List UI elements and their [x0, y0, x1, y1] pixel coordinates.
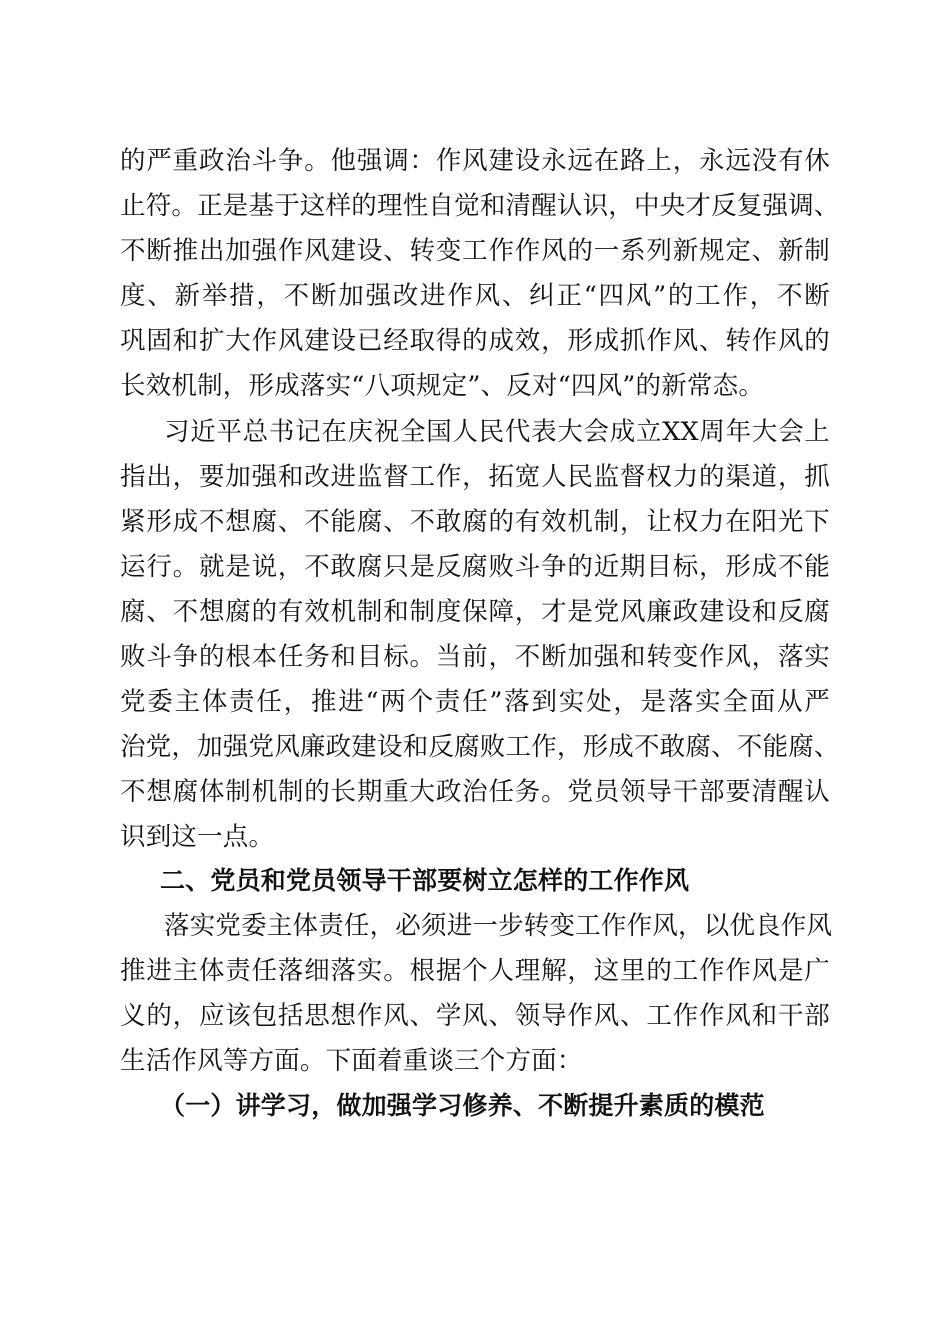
body-text-line: 长效机制，形成落实“八项规定”、反对“四风”的新常态。 [120, 371, 765, 401]
body-text-line: 败斗争的根本任务和目标。当前，不断加强和转变作风，落实 [120, 642, 830, 672]
body-text-line: 紧形成不想腐、不能腐、不敢腐的有效机制，让权力在阳光下 [120, 507, 830, 537]
body-text-line: 义的，应该包括思想作风、学风、领导作风、工作作风和干部 [120, 1001, 830, 1031]
section-heading: 二、党员和党员领导干部要树立怎样的工作作风 [160, 866, 690, 895]
body-text-line: 不想腐体制机制的长期重大政治任务。党员领导干部要清醒认 [120, 777, 830, 807]
body-text-line: 止符。正是基于这样的理性自觉和清醒认识，中央才反复强调、 [120, 191, 840, 221]
subsection-heading: （一）讲学习，做加强学习修养、不断提升素质的模范 [160, 1091, 765, 1120]
body-text-line: 生活作风等方面。下面着重谈三个方面： [120, 1046, 583, 1076]
body-text-line: 运行。就是说，不敢腐只是反腐败斗争的近期目标，形成不能 [120, 552, 830, 582]
body-text-line: 推进主体责任落细落实。根据个人理解，这里的工作作风是广 [120, 956, 830, 986]
body-text-line: 巩固和扩大作风建设已经取得的成效，形成抓作风、转作风的 [120, 326, 830, 356]
body-text-line: 不断推出加强作风建设、转变工作作风的一系列新规定、新制 [120, 236, 830, 266]
body-text-line: 党委主体责任，推进“两个责任”落到实处，是落实全面从严 [120, 687, 830, 717]
body-text-line: 治党，加强党风廉政建设和反腐败工作，形成不敢腐、不能腐、 [120, 732, 840, 762]
body-text-line: 度、新举措，不断加强改进作风、纠正“四风”的工作，不断 [120, 281, 830, 311]
body-text-line: 识到这一点。 [120, 822, 275, 852]
paragraph-first-line: 习近平总书记在庆祝全国人民代表大会成立XX周年大会上 [164, 417, 830, 447]
body-text-line: 的严重政治斗争。他强调：作风建设永远在路上，永远没有休 [120, 146, 830, 176]
paragraph-first-line: 落实党委主体责任，必须进一步转变工作作风，以优良作风 [164, 911, 833, 941]
body-text-line: 腐、不想腐的有效机制和制度保障，才是党风廉政建设和反腐 [120, 597, 830, 627]
body-text-line: 指出，要加强和改进监督工作，拓宽人民监督权力的渠道，抓 [120, 462, 830, 492]
